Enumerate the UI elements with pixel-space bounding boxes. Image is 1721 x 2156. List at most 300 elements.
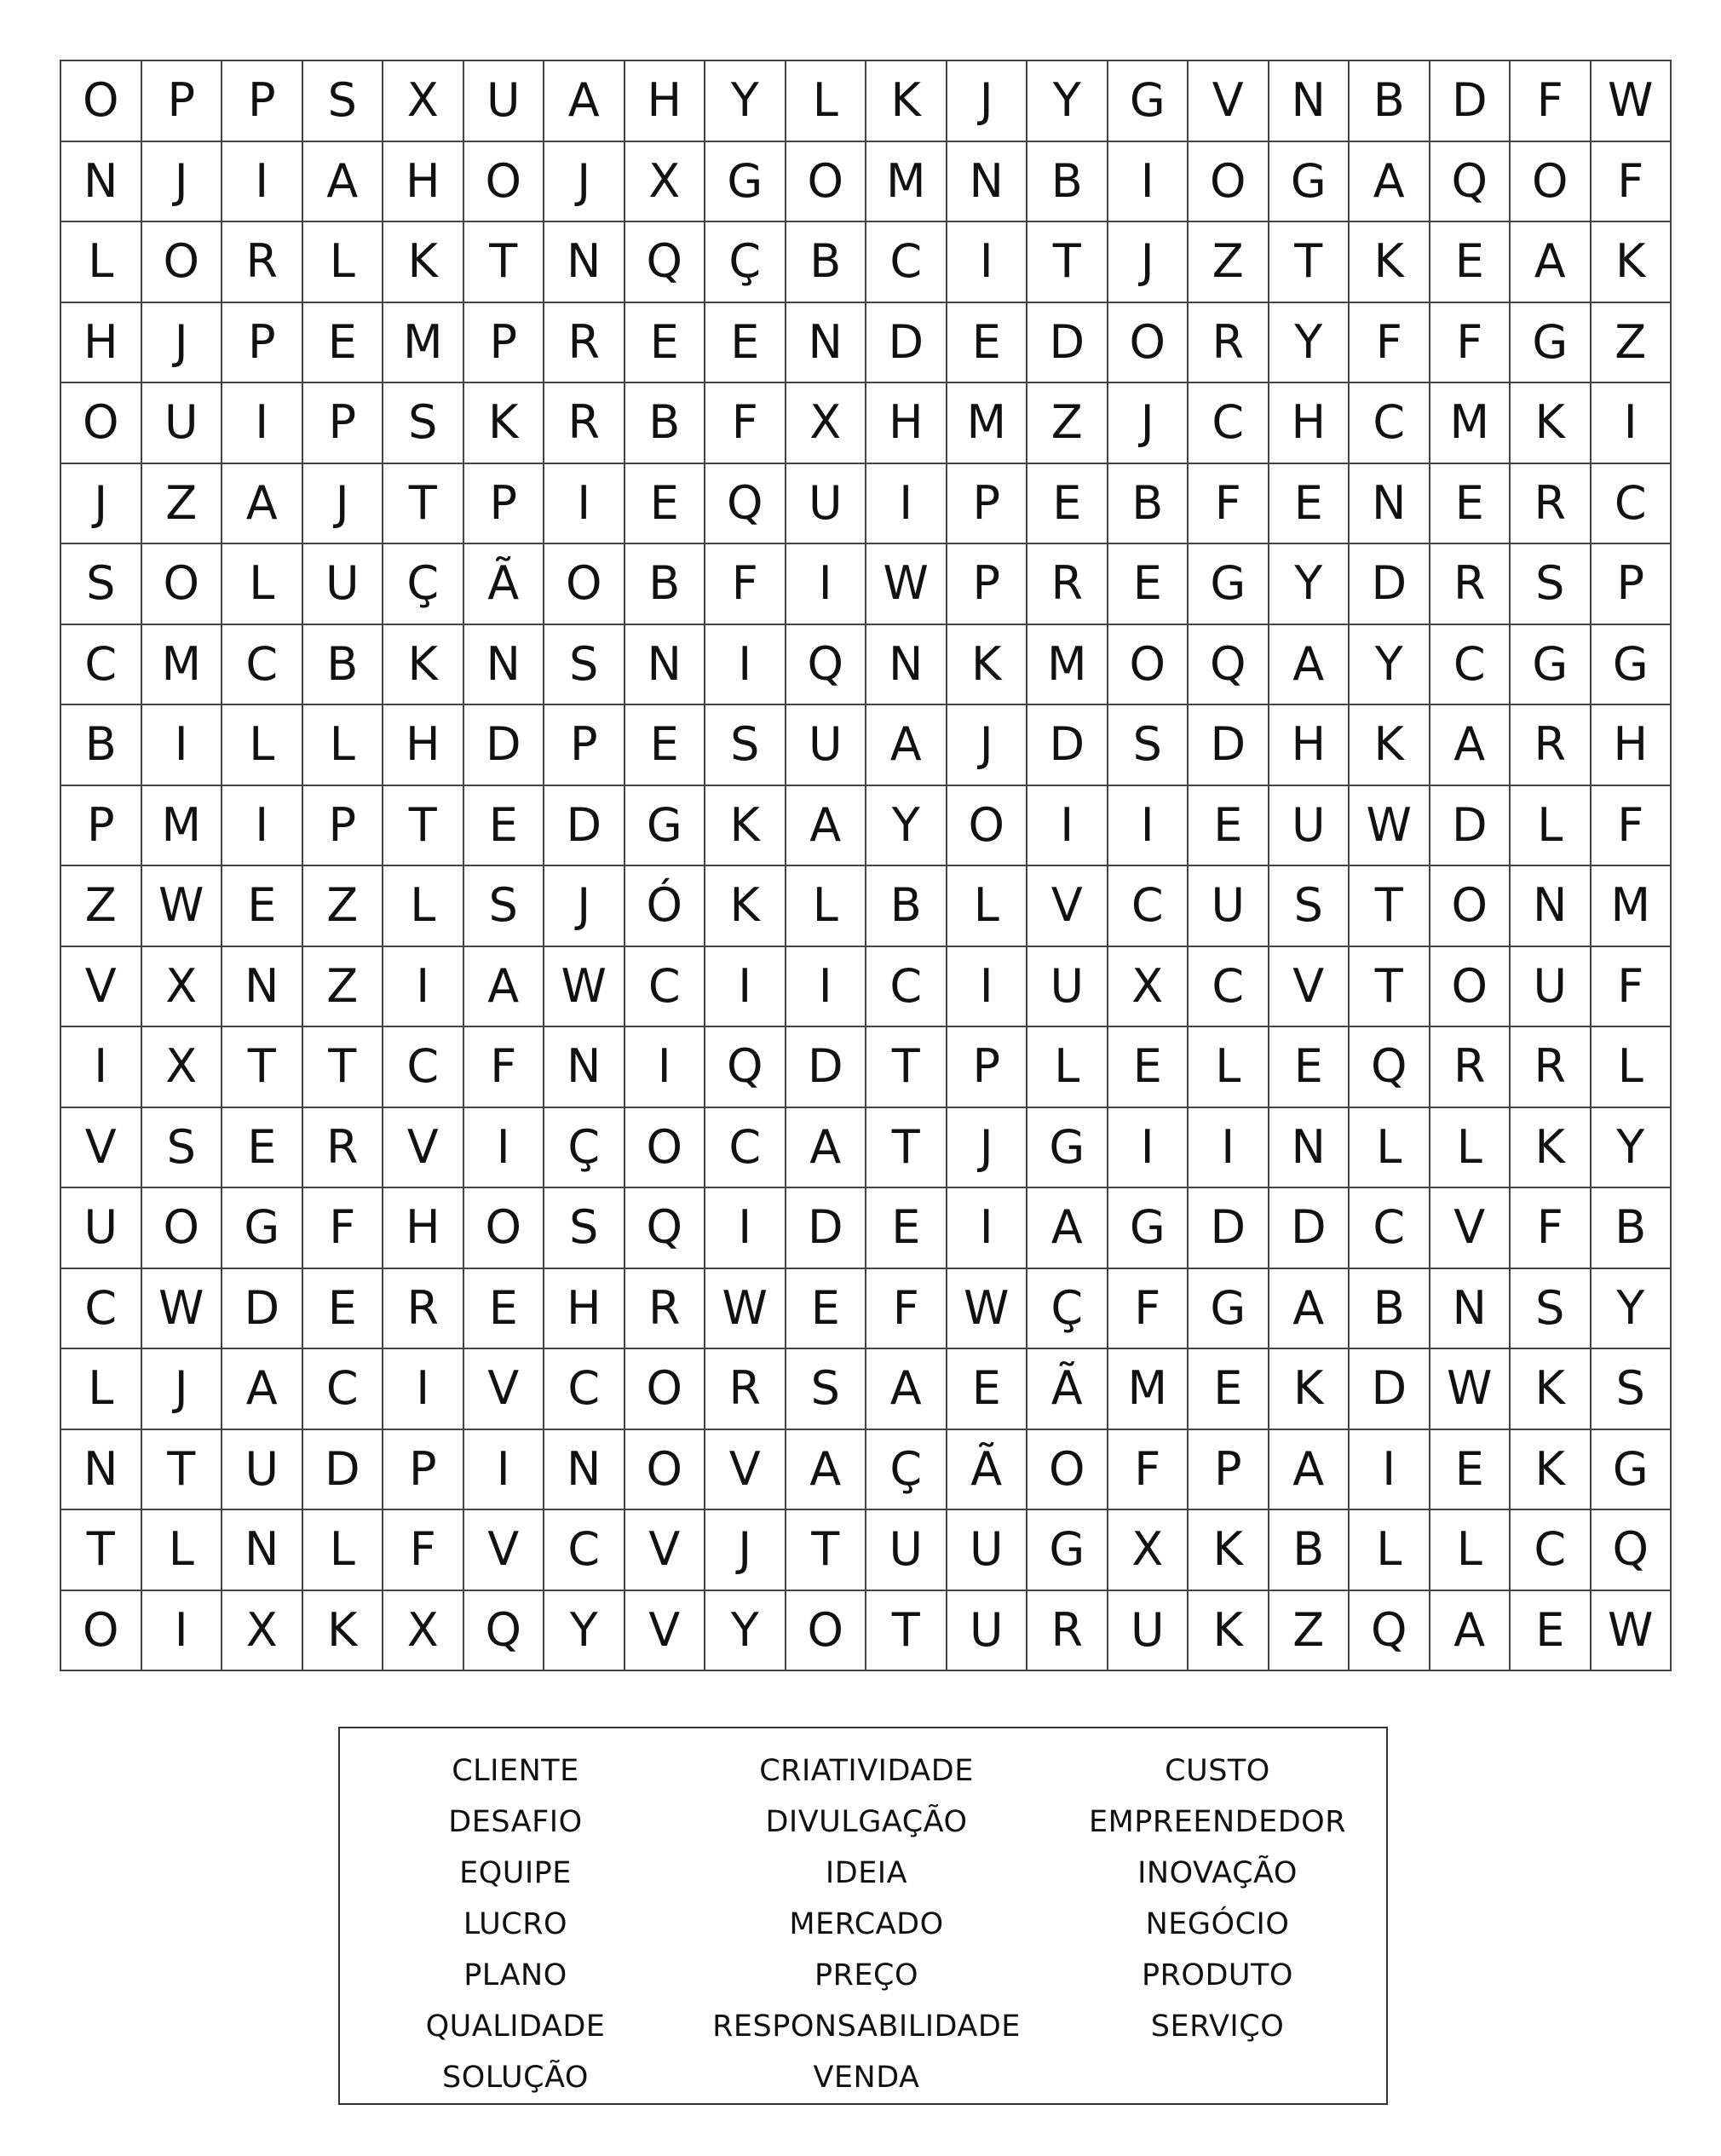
grid-cell[interactable]: B <box>866 866 947 947</box>
grid-cell[interactable]: I <box>786 544 867 625</box>
grid-cell[interactable]: G <box>1189 1269 1269 1350</box>
grid-cell[interactable]: O <box>142 544 223 625</box>
grid-cell[interactable]: P <box>1189 1430 1269 1511</box>
grid-cell[interactable]: A <box>786 1430 867 1511</box>
grid-cell[interactable]: Q <box>625 222 706 303</box>
grid-cell[interactable]: P <box>61 786 142 867</box>
grid-cell[interactable]: W <box>866 544 947 625</box>
grid-cell[interactable]: C <box>1430 625 1511 706</box>
grid-cell[interactable]: P <box>142 61 223 142</box>
grid-cell[interactable]: K <box>1189 1591 1269 1672</box>
grid-cell[interactable]: K <box>1511 1430 1591 1511</box>
grid-cell[interactable]: A <box>786 786 867 867</box>
grid-cell[interactable]: I <box>1108 786 1189 867</box>
grid-cell[interactable]: H <box>383 705 464 786</box>
grid-cell[interactable]: N <box>1430 1269 1511 1350</box>
grid-cell[interactable]: I <box>705 1188 786 1269</box>
grid-cell[interactable]: Q <box>625 1188 706 1269</box>
grid-cell[interactable]: W <box>544 947 625 1028</box>
grid-cell[interactable]: K <box>464 383 545 464</box>
grid-cell[interactable]: R <box>222 222 303 303</box>
grid-cell[interactable]: F <box>1108 1269 1189 1350</box>
grid-cell[interactable]: Y <box>544 1591 625 1672</box>
grid-cell[interactable]: U <box>786 705 867 786</box>
grid-cell[interactable]: T <box>303 1027 384 1108</box>
grid-cell[interactable]: G <box>1189 544 1269 625</box>
grid-cell[interactable]: Q <box>1591 1510 1672 1591</box>
grid-cell[interactable]: Z <box>1269 1591 1350 1672</box>
grid-cell[interactable]: Z <box>142 464 223 545</box>
grid-cell[interactable]: O <box>625 1430 706 1511</box>
grid-cell[interactable]: N <box>61 142 142 223</box>
grid-cell[interactable]: A <box>786 1108 867 1189</box>
grid-cell[interactable]: R <box>1430 1027 1511 1108</box>
grid-cell[interactable]: Y <box>866 786 947 867</box>
grid-cell[interactable]: T <box>1027 222 1108 303</box>
grid-cell[interactable]: I <box>786 947 867 1028</box>
grid-cell[interactable]: N <box>866 625 947 706</box>
grid-cell[interactable]: K <box>1350 222 1430 303</box>
grid-cell[interactable]: E <box>705 303 786 384</box>
grid-cell[interactable]: O <box>464 142 545 223</box>
grid-cell[interactable]: F <box>1430 303 1511 384</box>
grid-cell[interactable]: S <box>61 544 142 625</box>
grid-cell[interactable]: F <box>1591 142 1672 223</box>
grid-cell[interactable]: V <box>1269 947 1350 1028</box>
grid-cell[interactable]: G <box>1027 1510 1108 1591</box>
grid-cell[interactable]: Y <box>1269 544 1350 625</box>
grid-cell[interactable]: H <box>1269 383 1350 464</box>
grid-cell[interactable]: O <box>142 222 223 303</box>
grid-cell[interactable]: C <box>303 1349 384 1430</box>
grid-cell[interactable]: E <box>303 303 384 384</box>
grid-cell[interactable]: H <box>383 1188 464 1269</box>
grid-cell[interactable]: A <box>866 705 947 786</box>
grid-cell[interactable]: A <box>1269 1269 1350 1350</box>
grid-cell[interactable]: N <box>544 1027 625 1108</box>
grid-cell[interactable]: W <box>705 1269 786 1350</box>
grid-cell[interactable]: L <box>1591 1027 1672 1108</box>
grid-cell[interactable]: G <box>1269 142 1350 223</box>
grid-cell[interactable]: E <box>1108 1027 1189 1108</box>
grid-cell[interactable]: X <box>383 1591 464 1672</box>
grid-cell[interactable]: A <box>1511 222 1591 303</box>
grid-cell[interactable]: K <box>1189 1510 1269 1591</box>
grid-cell[interactable]: S <box>786 1349 867 1430</box>
grid-cell[interactable]: L <box>1350 1108 1430 1189</box>
grid-cell[interactable]: N <box>544 222 625 303</box>
grid-cell[interactable]: R <box>705 1349 786 1430</box>
grid-cell[interactable]: N <box>544 1430 625 1511</box>
grid-cell[interactable]: D <box>1269 1188 1350 1269</box>
grid-cell[interactable]: N <box>1350 464 1430 545</box>
grid-cell[interactable]: K <box>1269 1349 1350 1430</box>
grid-cell[interactable]: D <box>1027 705 1108 786</box>
grid-cell[interactable]: W <box>1591 61 1672 142</box>
grid-cell[interactable]: G <box>625 786 706 867</box>
grid-cell[interactable]: E <box>866 1188 947 1269</box>
grid-cell[interactable]: S <box>1108 705 1189 786</box>
grid-cell[interactable]: F <box>383 1510 464 1591</box>
grid-cell[interactable]: I <box>222 383 303 464</box>
grid-cell[interactable]: U <box>303 544 384 625</box>
grid-cell[interactable]: R <box>1027 1591 1108 1672</box>
grid-cell[interactable]: C <box>1189 383 1269 464</box>
grid-cell[interactable]: R <box>1511 464 1591 545</box>
grid-cell[interactable]: E <box>303 1269 384 1350</box>
grid-cell[interactable]: G <box>1511 625 1591 706</box>
grid-cell[interactable]: H <box>544 1269 625 1350</box>
grid-cell[interactable]: L <box>61 1349 142 1430</box>
grid-cell[interactable]: I <box>1591 383 1672 464</box>
grid-cell[interactable]: H <box>1269 705 1350 786</box>
grid-cell[interactable]: E <box>1430 464 1511 545</box>
grid-cell[interactable]: J <box>705 1510 786 1591</box>
grid-cell[interactable]: U <box>1108 1591 1189 1672</box>
grid-cell[interactable]: E <box>625 705 706 786</box>
grid-cell[interactable]: M <box>1027 625 1108 706</box>
grid-cell[interactable]: O <box>625 1349 706 1430</box>
grid-cell[interactable]: V <box>625 1510 706 1591</box>
grid-cell[interactable]: G <box>1108 61 1189 142</box>
grid-cell[interactable]: R <box>1511 1027 1591 1108</box>
grid-cell[interactable]: M <box>947 383 1028 464</box>
grid-cell[interactable]: M <box>1108 1349 1189 1430</box>
grid-cell[interactable]: K <box>866 61 947 142</box>
grid-cell[interactable]: P <box>544 705 625 786</box>
grid-cell[interactable]: N <box>1269 61 1350 142</box>
grid-cell[interactable]: U <box>61 1188 142 1269</box>
grid-cell[interactable]: R <box>544 383 625 464</box>
grid-cell[interactable]: O <box>1189 142 1269 223</box>
grid-cell[interactable]: I <box>61 1027 142 1108</box>
grid-cell[interactable]: Y <box>705 61 786 142</box>
grid-cell[interactable]: T <box>866 1027 947 1108</box>
grid-cell[interactable]: E <box>625 464 706 545</box>
grid-cell[interactable]: U <box>1511 947 1591 1028</box>
grid-cell[interactable]: S <box>303 61 384 142</box>
grid-cell[interactable]: Z <box>303 866 384 947</box>
grid-cell[interactable]: Ã <box>1027 1349 1108 1430</box>
grid-cell[interactable]: E <box>222 1108 303 1189</box>
grid-cell[interactable]: E <box>1027 464 1108 545</box>
grid-cell[interactable]: D <box>1350 1349 1430 1430</box>
grid-cell[interactable]: T <box>383 786 464 867</box>
grid-cell[interactable]: M <box>866 142 947 223</box>
grid-cell[interactable]: L <box>786 61 867 142</box>
grid-cell[interactable]: A <box>1269 625 1350 706</box>
grid-cell[interactable]: C <box>1511 1510 1591 1591</box>
grid-cell[interactable]: T <box>142 1430 223 1511</box>
grid-cell[interactable]: C <box>61 1269 142 1350</box>
grid-cell[interactable]: R <box>544 303 625 384</box>
grid-cell[interactable]: V <box>61 947 142 1028</box>
grid-cell[interactable]: V <box>464 1349 545 1430</box>
grid-cell[interactable]: S <box>544 1188 625 1269</box>
grid-cell[interactable]: I <box>383 1349 464 1430</box>
grid-cell[interactable]: F <box>303 1188 384 1269</box>
grid-cell[interactable]: U <box>1189 866 1269 947</box>
grid-cell[interactable]: D <box>1189 705 1269 786</box>
grid-cell[interactable]: I <box>1027 786 1108 867</box>
grid-cell[interactable]: L <box>1189 1027 1269 1108</box>
grid-cell[interactable]: Z <box>303 947 384 1028</box>
grid-cell[interactable]: I <box>222 786 303 867</box>
grid-cell[interactable]: R <box>1189 303 1269 384</box>
grid-cell[interactable]: O <box>1108 625 1189 706</box>
grid-cell[interactable]: O <box>61 383 142 464</box>
grid-cell[interactable]: V <box>1027 866 1108 947</box>
grid-cell[interactable]: X <box>142 947 223 1028</box>
grid-cell[interactable]: U <box>866 1510 947 1591</box>
grid-cell[interactable]: W <box>142 866 223 947</box>
grid-cell[interactable]: M <box>142 786 223 867</box>
grid-cell[interactable]: T <box>222 1027 303 1108</box>
grid-cell[interactable]: O <box>786 142 867 223</box>
grid-cell[interactable]: C <box>1591 464 1672 545</box>
grid-cell[interactable]: E <box>1511 1591 1591 1672</box>
grid-cell[interactable]: D <box>1189 1188 1269 1269</box>
grid-cell[interactable]: P <box>303 383 384 464</box>
grid-cell[interactable]: C <box>866 947 947 1028</box>
grid-cell[interactable]: E <box>1108 544 1189 625</box>
grid-cell[interactable]: C <box>61 625 142 706</box>
grid-cell[interactable]: L <box>383 866 464 947</box>
grid-cell[interactable]: K <box>1511 1108 1591 1189</box>
grid-cell[interactable]: I <box>1350 1430 1430 1511</box>
grid-cell[interactable]: D <box>544 786 625 867</box>
grid-cell[interactable]: F <box>1511 61 1591 142</box>
grid-cell[interactable]: J <box>303 464 384 545</box>
grid-cell[interactable]: L <box>1430 1108 1511 1189</box>
grid-cell[interactable]: P <box>464 303 545 384</box>
grid-cell[interactable]: D <box>786 1188 867 1269</box>
grid-cell[interactable]: O <box>1027 1430 1108 1511</box>
grid-cell[interactable]: V <box>705 1430 786 1511</box>
grid-cell[interactable]: F <box>1591 786 1672 867</box>
grid-cell[interactable]: A <box>303 142 384 223</box>
grid-cell[interactable]: Q <box>1189 625 1269 706</box>
grid-cell[interactable]: N <box>222 947 303 1028</box>
grid-cell[interactable]: I <box>947 947 1028 1028</box>
grid-cell[interactable]: O <box>1108 303 1189 384</box>
grid-cell[interactable]: P <box>303 786 384 867</box>
grid-cell[interactable]: F <box>705 383 786 464</box>
grid-cell[interactable]: U <box>464 61 545 142</box>
grid-cell[interactable]: P <box>222 303 303 384</box>
grid-cell[interactable]: T <box>1350 947 1430 1028</box>
grid-cell[interactable]: O <box>544 544 625 625</box>
grid-cell[interactable]: C <box>383 1027 464 1108</box>
grid-cell[interactable]: C <box>1350 383 1430 464</box>
grid-cell[interactable]: J <box>142 142 223 223</box>
grid-cell[interactable]: W <box>1430 1349 1511 1430</box>
grid-cell[interactable]: J <box>1108 222 1189 303</box>
grid-cell[interactable]: I <box>222 142 303 223</box>
grid-cell[interactable]: Q <box>705 464 786 545</box>
grid-cell[interactable]: E <box>464 1269 545 1350</box>
grid-cell[interactable]: V <box>1189 61 1269 142</box>
grid-cell[interactable]: A <box>1027 1188 1108 1269</box>
grid-cell[interactable]: N <box>61 1430 142 1511</box>
grid-cell[interactable]: S <box>1511 1269 1591 1350</box>
grid-cell[interactable]: J <box>142 303 223 384</box>
grid-cell[interactable]: H <box>61 303 142 384</box>
grid-cell[interactable]: J <box>947 61 1028 142</box>
grid-cell[interactable]: C <box>1189 947 1269 1028</box>
grid-cell[interactable]: O <box>947 786 1028 867</box>
grid-cell[interactable]: B <box>1027 142 1108 223</box>
grid-cell[interactable]: S <box>1511 544 1591 625</box>
grid-cell[interactable]: G <box>1591 625 1672 706</box>
grid-cell[interactable]: U <box>947 1510 1028 1591</box>
grid-cell[interactable]: L <box>142 1510 223 1591</box>
grid-cell[interactable]: F <box>866 1269 947 1350</box>
grid-cell[interactable]: F <box>705 544 786 625</box>
grid-cell[interactable]: V <box>464 1510 545 1591</box>
grid-cell[interactable]: P <box>1591 544 1672 625</box>
grid-cell[interactable]: L <box>786 866 867 947</box>
grid-cell[interactable]: X <box>1108 947 1189 1028</box>
grid-cell[interactable]: I <box>1108 142 1189 223</box>
grid-cell[interactable]: M <box>1591 866 1672 947</box>
grid-cell[interactable]: J <box>947 705 1028 786</box>
grid-cell[interactable]: R <box>625 1269 706 1350</box>
grid-cell[interactable]: B <box>1108 464 1189 545</box>
grid-cell[interactable]: E <box>1269 1027 1350 1108</box>
grid-cell[interactable]: G <box>705 142 786 223</box>
grid-cell[interactable]: C <box>705 1108 786 1189</box>
grid-cell[interactable]: L <box>1511 786 1591 867</box>
grid-cell[interactable]: Z <box>61 866 142 947</box>
grid-cell[interactable]: P <box>383 1430 464 1511</box>
grid-cell[interactable]: N <box>947 142 1028 223</box>
grid-cell[interactable]: Ã <box>464 544 545 625</box>
grid-cell[interactable]: Q <box>464 1591 545 1672</box>
grid-cell[interactable]: U <box>1027 947 1108 1028</box>
grid-cell[interactable]: I <box>142 1591 223 1672</box>
grid-cell[interactable]: A <box>464 947 545 1028</box>
grid-cell[interactable]: O <box>1511 142 1591 223</box>
grid-cell[interactable]: O <box>786 1591 867 1672</box>
grid-cell[interactable]: L <box>1430 1510 1511 1591</box>
grid-cell[interactable]: I <box>947 222 1028 303</box>
grid-cell[interactable]: R <box>1027 544 1108 625</box>
grid-cell[interactable]: Ó <box>625 866 706 947</box>
grid-cell[interactable]: S <box>142 1108 223 1189</box>
grid-cell[interactable]: I <box>464 1430 545 1511</box>
grid-cell[interactable]: C <box>222 625 303 706</box>
grid-cell[interactable]: L <box>303 705 384 786</box>
grid-cell[interactable]: O <box>61 1591 142 1672</box>
grid-cell[interactable]: E <box>1430 1430 1511 1511</box>
grid-cell[interactable]: A <box>1430 705 1511 786</box>
grid-cell[interactable]: H <box>625 61 706 142</box>
grid-cell[interactable]: T <box>866 1108 947 1189</box>
grid-cell[interactable]: Ç <box>383 544 464 625</box>
grid-cell[interactable]: J <box>142 1349 223 1430</box>
grid-cell[interactable]: G <box>1108 1188 1189 1269</box>
grid-cell[interactable]: I <box>1108 1108 1189 1189</box>
grid-cell[interactable]: U <box>142 383 223 464</box>
grid-cell[interactable]: F <box>1511 1188 1591 1269</box>
grid-cell[interactable]: K <box>1591 222 1672 303</box>
grid-cell[interactable]: K <box>1350 705 1430 786</box>
grid-cell[interactable]: A <box>222 1349 303 1430</box>
grid-cell[interactable]: I <box>866 464 947 545</box>
grid-cell[interactable]: A <box>1430 1591 1511 1672</box>
grid-cell[interactable]: V <box>625 1591 706 1672</box>
grid-cell[interactable]: O <box>464 1188 545 1269</box>
grid-cell[interactable]: U <box>786 464 867 545</box>
grid-cell[interactable]: H <box>866 383 947 464</box>
grid-cell[interactable]: Q <box>786 625 867 706</box>
grid-cell[interactable]: E <box>1189 1349 1269 1430</box>
grid-cell[interactable]: D <box>303 1430 384 1511</box>
grid-cell[interactable]: Y <box>1027 61 1108 142</box>
grid-cell[interactable]: E <box>1430 222 1511 303</box>
grid-cell[interactable]: B <box>1591 1188 1672 1269</box>
grid-cell[interactable]: L <box>222 544 303 625</box>
grid-cell[interactable]: P <box>464 464 545 545</box>
grid-cell[interactable]: O <box>142 1188 223 1269</box>
grid-cell[interactable]: S <box>544 625 625 706</box>
grid-cell[interactable]: E <box>625 303 706 384</box>
grid-cell[interactable]: F <box>464 1027 545 1108</box>
grid-cell[interactable]: I <box>947 1188 1028 1269</box>
grid-cell[interactable]: K <box>383 222 464 303</box>
grid-cell[interactable]: T <box>1350 866 1430 947</box>
grid-cell[interactable]: N <box>464 625 545 706</box>
grid-cell[interactable]: G <box>1027 1108 1108 1189</box>
grid-cell[interactable]: B <box>1350 61 1430 142</box>
grid-cell[interactable]: I <box>705 625 786 706</box>
grid-cell[interactable]: K <box>303 1591 384 1672</box>
grid-cell[interactable]: B <box>1350 1269 1430 1350</box>
grid-cell[interactable]: I <box>383 947 464 1028</box>
grid-cell[interactable]: N <box>625 625 706 706</box>
grid-cell[interactable]: F <box>1350 303 1430 384</box>
grid-cell[interactable]: G <box>1511 303 1591 384</box>
grid-cell[interactable]: Y <box>1350 625 1430 706</box>
grid-cell[interactable]: D <box>1350 544 1430 625</box>
grid-cell[interactable]: I <box>705 947 786 1028</box>
grid-cell[interactable]: K <box>705 866 786 947</box>
grid-cell[interactable]: A <box>1269 1430 1350 1511</box>
grid-cell[interactable]: Z <box>1027 383 1108 464</box>
grid-cell[interactable]: Y <box>1269 303 1350 384</box>
grid-cell[interactable]: D <box>222 1269 303 1350</box>
grid-cell[interactable]: L <box>222 705 303 786</box>
grid-cell[interactable]: I <box>142 705 223 786</box>
grid-cell[interactable]: Z <box>1189 222 1269 303</box>
grid-cell[interactable]: F <box>1591 947 1672 1028</box>
grid-cell[interactable]: H <box>383 142 464 223</box>
grid-cell[interactable]: D <box>866 303 947 384</box>
grid-cell[interactable]: B <box>303 625 384 706</box>
grid-cell[interactable]: Ã <box>947 1430 1028 1511</box>
grid-cell[interactable]: J <box>1108 383 1189 464</box>
grid-cell[interactable]: C <box>544 1510 625 1591</box>
grid-cell[interactable]: T <box>464 222 545 303</box>
grid-cell[interactable]: Y <box>705 1591 786 1672</box>
grid-cell[interactable]: R <box>303 1108 384 1189</box>
grid-cell[interactable]: D <box>1027 303 1108 384</box>
grid-cell[interactable]: Ç <box>1027 1269 1108 1350</box>
grid-cell[interactable]: B <box>1269 1510 1350 1591</box>
grid-cell[interactable]: E <box>786 1269 867 1350</box>
grid-cell[interactable]: P <box>947 464 1028 545</box>
